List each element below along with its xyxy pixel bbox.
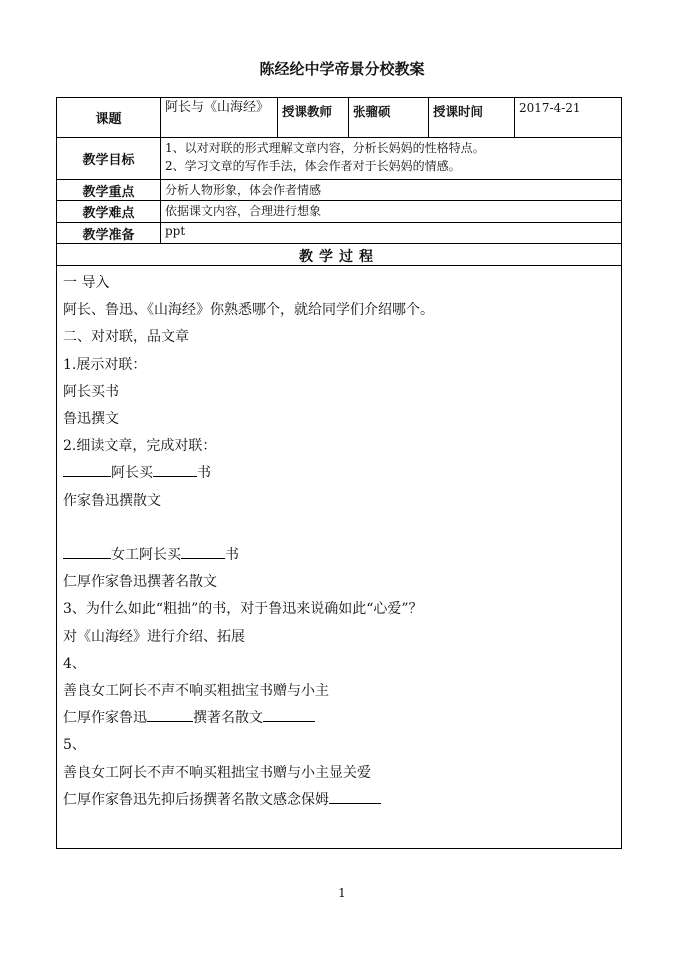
blank-text: 阿长买 bbox=[111, 465, 153, 482]
fill-blank bbox=[63, 544, 111, 559]
couplet-blank-line bbox=[63, 460, 615, 487]
process-line: 阿长买书 bbox=[63, 383, 119, 400]
couplet-blank-line bbox=[63, 705, 615, 732]
goals-value bbox=[161, 138, 621, 179]
process-line: 1.展示对联： bbox=[63, 356, 147, 373]
fill-blank bbox=[329, 789, 381, 804]
document-title: 陈经纶中学帝景分校教案 bbox=[259, 60, 425, 78]
process-row bbox=[57, 266, 621, 848]
process-line: 作家鲁迅撰散文 bbox=[63, 492, 161, 509]
prep-row bbox=[57, 223, 621, 244]
fill-blank bbox=[181, 544, 225, 559]
process-line: 阿长、鲁迅、《山海经》你熟悉哪个，就给同学们介绍哪个。 bbox=[63, 302, 434, 319]
header-row bbox=[57, 98, 621, 138]
goals-row bbox=[57, 138, 621, 180]
lesson-plan-table bbox=[56, 97, 622, 849]
time-label: 授课时间 bbox=[429, 98, 515, 137]
goals-label: 教学目标 bbox=[57, 138, 161, 179]
process-line: 一 导入 bbox=[63, 275, 110, 291]
teacher-value: 张骝硕 bbox=[349, 98, 429, 137]
blank-text: 书 bbox=[197, 465, 211, 482]
teacher-label: 授课教师 bbox=[278, 98, 349, 137]
blank-text: 撰著名散文 bbox=[193, 710, 263, 727]
goal-1: 1、以对对联的形式理解文章内容，分析长妈妈的性格特点。 bbox=[165, 141, 485, 155]
time-value: 2017-4-21 bbox=[519, 101, 581, 115]
prep-label: 教学准备 bbox=[57, 223, 161, 243]
process-line: 善良女工阿长不声不响买粗拙宝书赠与小主 bbox=[63, 683, 329, 700]
process-line: 5、 bbox=[63, 737, 86, 754]
process-title: 教学过程 bbox=[299, 249, 379, 265]
fill-blank bbox=[63, 462, 111, 477]
topic-value: 阿长与《山海经》 bbox=[161, 98, 278, 137]
blank-text: 仁厚作家鲁迅先抑后扬撰著名散文感念保姆 bbox=[63, 791, 329, 808]
blank-text: 仁厚作家鲁迅 bbox=[63, 710, 147, 727]
process-line: 对《山海经》进行介绍、拓展 bbox=[63, 628, 245, 645]
process-line: 善良女工阿长不声不响买粗拙宝书赠与小主显关爱 bbox=[63, 764, 371, 781]
process-line: 4、 bbox=[63, 655, 86, 672]
difficult-value: 依据课文内容，合理进行想象 bbox=[165, 204, 322, 218]
blank-text: 书 bbox=[225, 547, 239, 564]
couplet-blank-line bbox=[63, 787, 615, 814]
couplet-blank-line bbox=[63, 542, 615, 569]
process-content bbox=[57, 266, 621, 848]
process-line: 鲁迅撰文 bbox=[63, 411, 119, 428]
key-label: 教学重点 bbox=[57, 180, 161, 200]
difficult-label: 教学难点 bbox=[57, 201, 161, 222]
key-row bbox=[57, 180, 621, 201]
blank-text: 女工阿长买 bbox=[111, 547, 181, 564]
fill-blank bbox=[263, 707, 315, 722]
topic-label: 课题 bbox=[57, 98, 161, 137]
goal-2: 2、学习文章的写作手法，体会作者对于长妈妈的情感。 bbox=[165, 159, 461, 173]
fill-blank bbox=[153, 462, 197, 477]
process-line: 3、为什么如此“粗拙”的书，对于鲁迅来说确如此“心爱”？ bbox=[63, 601, 423, 618]
page-number: 1 bbox=[338, 886, 346, 900]
difficult-row bbox=[57, 201, 621, 223]
fill-blank bbox=[147, 707, 193, 722]
process-line: 仁厚作家鲁迅撰著名散文 bbox=[63, 574, 217, 591]
key-value: 分析人物形象，体会作者情感 bbox=[165, 183, 322, 197]
empty-line bbox=[63, 515, 615, 542]
process-line: 2.细读文章，完成对联： bbox=[63, 438, 217, 455]
process-line: 二、对对联，品文章 bbox=[63, 329, 189, 346]
prep-value: ppt bbox=[165, 224, 186, 238]
process-title-row bbox=[57, 244, 621, 266]
